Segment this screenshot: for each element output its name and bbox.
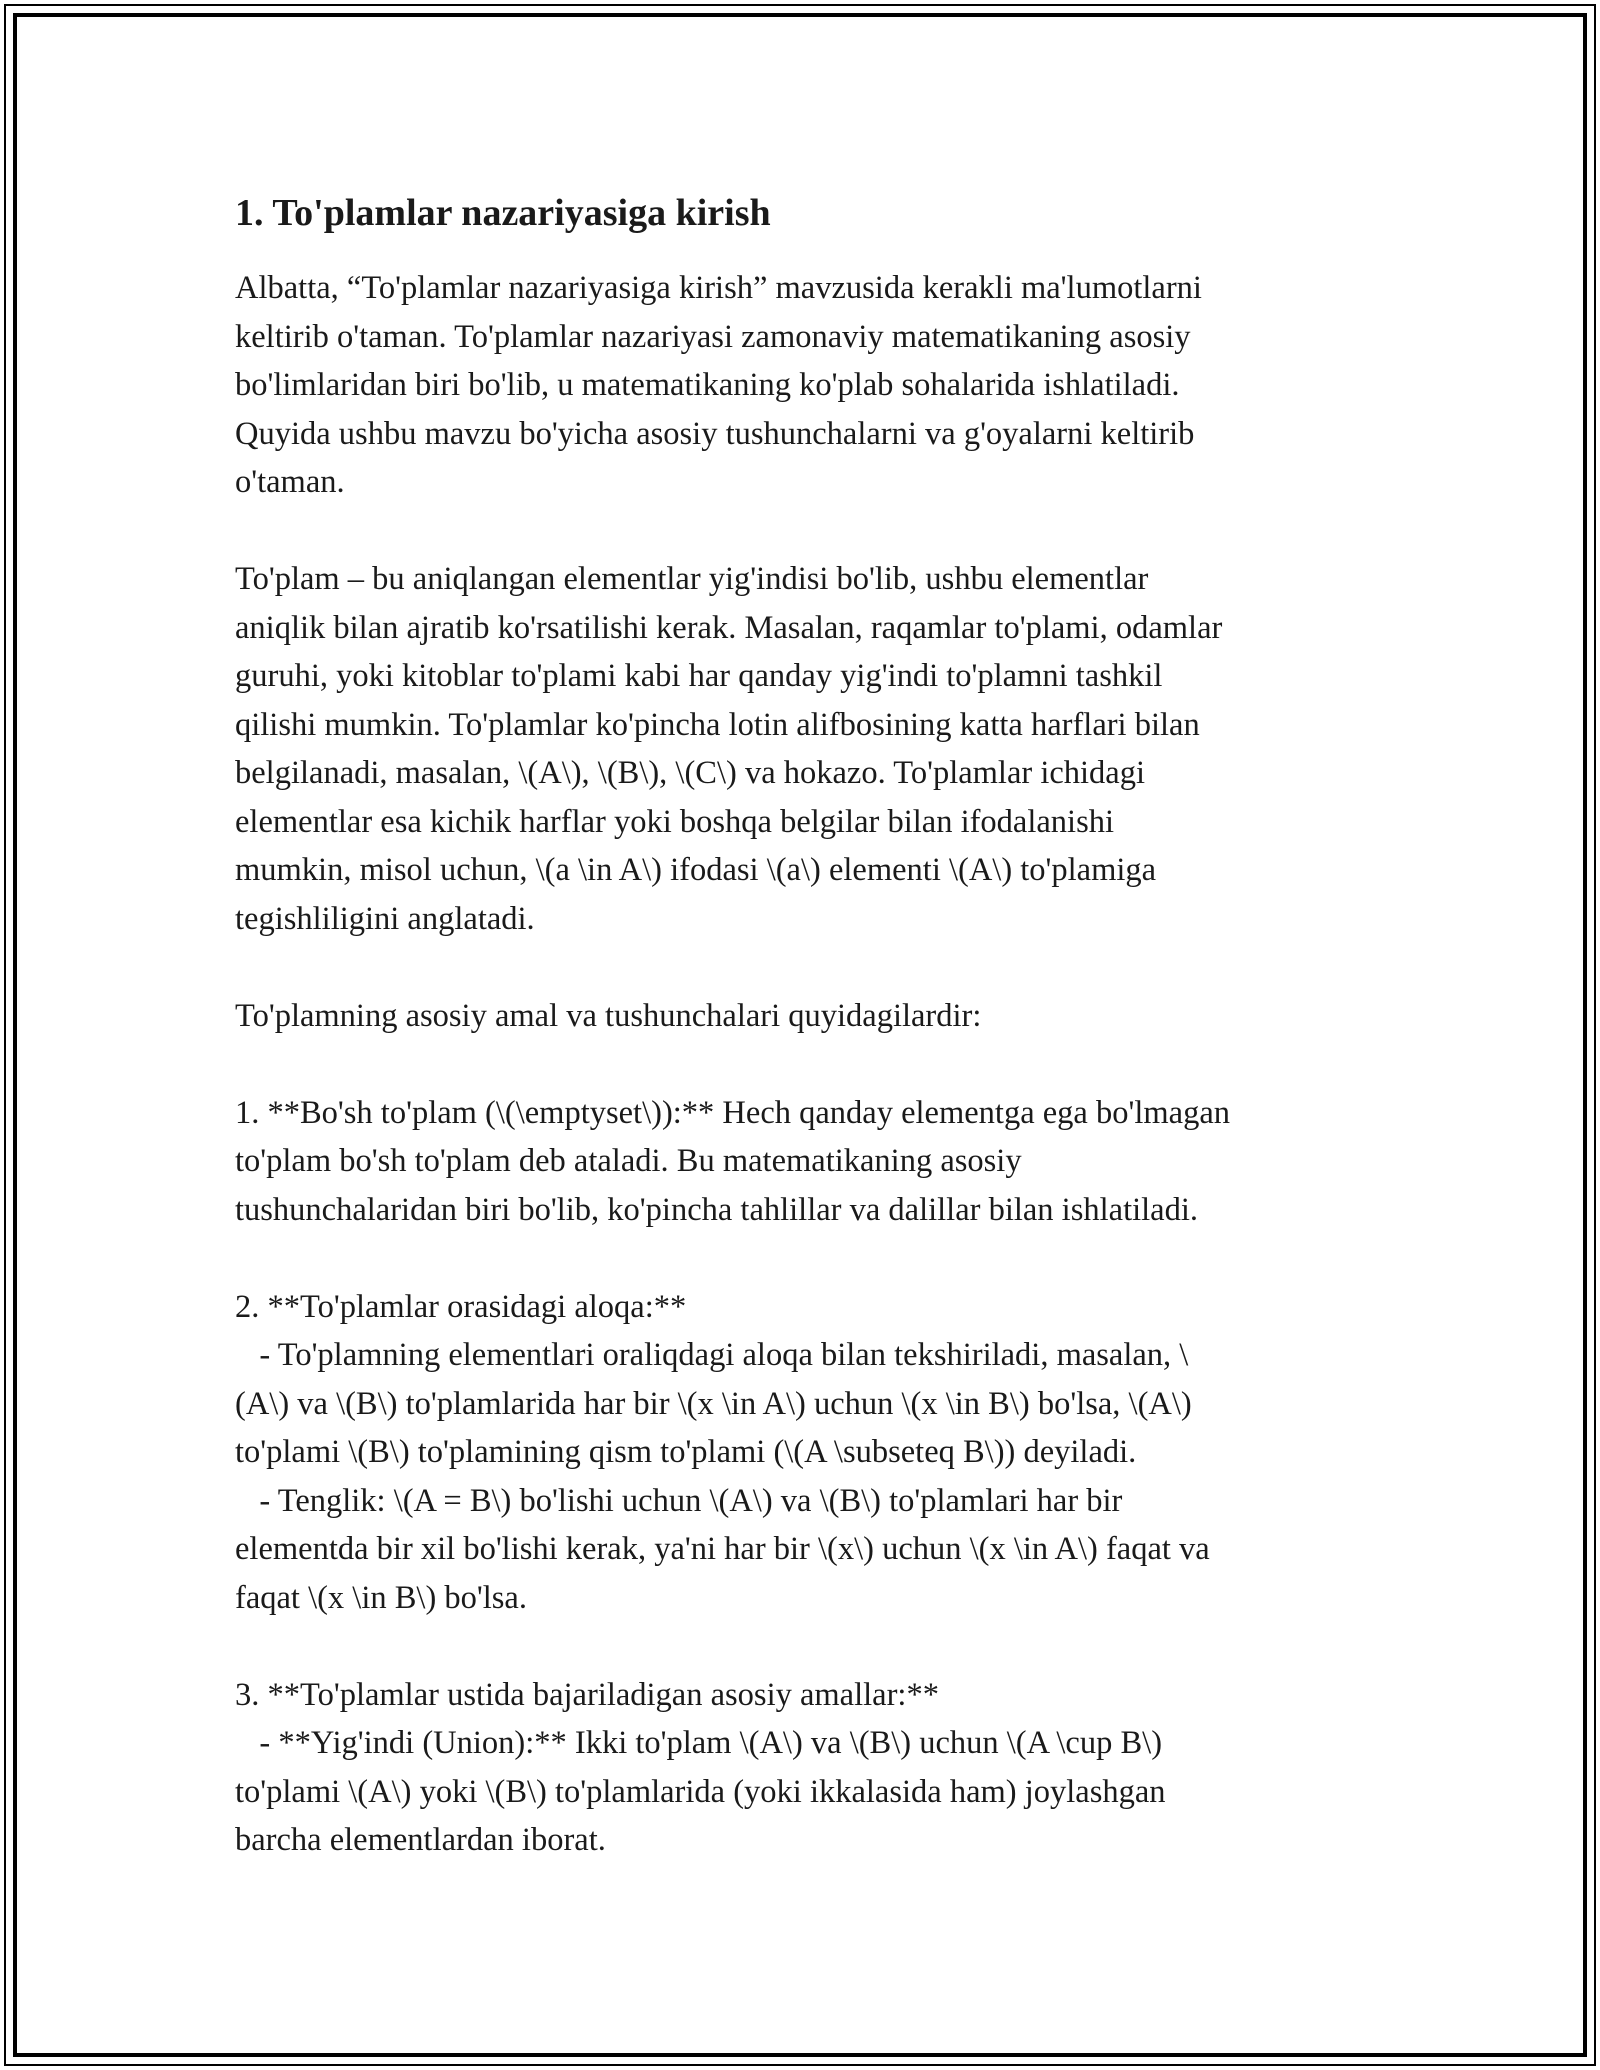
paragraph-spacer [235,943,1365,992]
list-item-set-operations: 3. **To'plamlar ustida bajariladigan asosiy amallar:** - **Yig'indi (Union):** Ikki to'plam \(A\) va \(B\) uchun \(A \cup B\) to'plami \(A\) yoki \(B\) to'plamlarida (yoki ikkalasida ham) joylashgan barcha elementlardan iborat. [235,1676,1166,1858]
list-item-set-relations: 2. **To'plamlar orasidagi aloqa:** - To'plamning elementlari oraliqdagi aloqa bilan tekshiriladi, masalan, \ (A\) va \(B\) to'plamlarida har bir \(x \in A\) uchun \(x \in B\) bo'lsa, \(A\) to'plami \(B\) to'plamining qism to'plami (\(A \subseteq B\)) deyiladi. - Tenglik: \(A = B\) bo'lishi uchun \(A\) va \(B\) to'plamlari har bir elementda bir xil bo'lishi kerak, ya'ni har bir \(x\) uchun \(x \in A\) faqat va faqat \(x \in B\) bo'lsa. [235,1288,1210,1616]
paragraph-spacer [235,507,1365,556]
paragraph-spacer [235,1040,1365,1089]
intro-paragraph: Albatta, “To'plamlar nazariyasiga kirish” mavzusida kerakli ma'lumotlarni keltirib o'taman. To'plamlar nazariyasi zamonaviy matematikaning asosiy bo'limlaridan biri bo'lib, u matematikaning ko'plab sohalarida ishlatiladi. Quyida ushbu mavzu bo'yicha asosiy tushunchalarni va g'oyalarni keltirib o'taman. [235,270,1202,500]
document-body [235,184,1365,1865]
operations-intro-paragraph: To'plamning asosiy amal va tushunchalari quyidagilardir: [235,997,982,1034]
paragraph-spacer [235,1622,1365,1671]
paragraph-spacer [235,1234,1365,1283]
section-heading: 1. To'plamlar nazariyasiga kirish [235,192,771,234]
definition-paragraph: To'plam – bu aniqlangan elementlar yig'indisi bo'lib, ushbu elementlar aniqlik bilan ajratib ko'rsatilishi kerak. Masalan, raqamlar to'plami, odamlar guruhi, yoki kitoblar to'plami kabi har qanday yig'indi to'plamni tashkil qilishi mumkin. To'plamlar ko'pincha lotin alifbosining katta harflari bilan belgilanadi, masalan, \(A\), \(B\), \(C\) va hokazo. To'plamlar ichidagi elementlar esa kichik harflar yoki boshqa belgilar bilan ifodalanishi mumkin, misol uchun, \(a \in A\) ifodasi \(a\) elementi \(A\) to'plamiga tegishliligini anglatadi. [235,561,1223,937]
list-item-empty-set: 1. **Bo'sh to'plam (\(\emptyset\)):** Hech qanday elementga ega bo'lmagan to'plam bo'sh to'plam deb ataladi. Bu matematikaning asosiy tushunchalaridan biri bo'lib, ko'pincha tahlillar va dalillar bilan ishlatiladi. [235,1094,1230,1228]
